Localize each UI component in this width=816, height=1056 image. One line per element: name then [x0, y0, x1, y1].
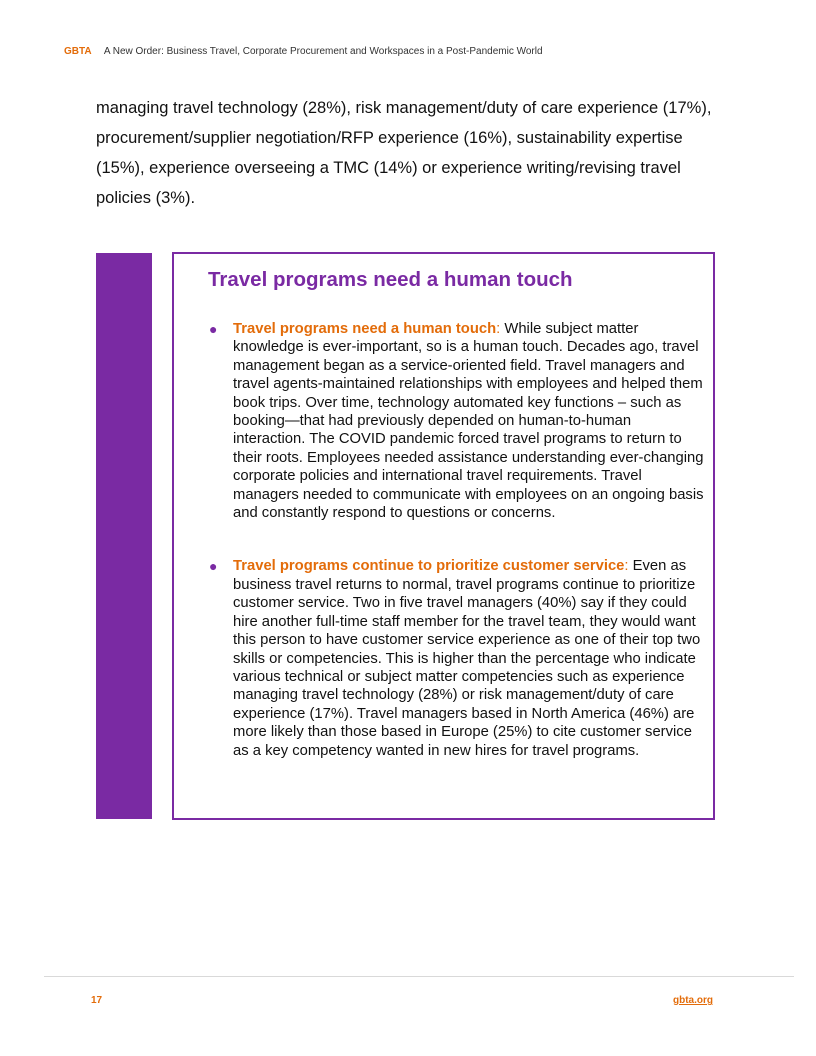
bullet-colon: :: [496, 321, 501, 337]
website-link[interactable]: gbta.org: [673, 995, 713, 1006]
bullet-lead: Travel programs need a human touch: [233, 321, 497, 337]
document-title: A New Order: Business Travel, Corporate Procurement and Workspaces in a Post-Pandemic World: [103, 46, 543, 57]
callout-box: [172, 252, 715, 820]
bullet-lead: Travel programs continue to prioritize customer service: [233, 558, 625, 575]
callout-bullet-list: [208, 320, 706, 760]
bullet-colon: :: [624, 558, 629, 575]
intro-paragraph: managing travel technology (28%), risk management/duty of care experience (17%), procurement/supplier negotiation/RFP experience (16%), sustainability expertise (15%), experience overseeing a TMC (14%) or experience writing/revising travel policies (3%).: [96, 99, 712, 207]
bullet-icon: ●: [209, 558, 218, 575]
brand-label: GBTA: [64, 46, 92, 57]
bullet-body: While subject matter knowledge is ever-important, so is a human touch. Decades ago, travel management began as a service-oriented field. Travel managers and travel agents-maintained relationships with employees and helped them book trips. Over time, technology automated key functions – such as booking—that had previously depended on human-to-human interaction. The COVID pandemic forced travel programs to return to their roots. Employees needed assistance understanding ever-changing corporate policies and international travel requirements. Travel managers needed to communicate with employees on an ongoing basis and constantly respond to questions or concerns.: [233, 321, 704, 522]
callout-title: Travel programs need a human touch: [208, 268, 573, 291]
footer-divider: [44, 976, 794, 977]
callout-accent-bar: [96, 253, 152, 819]
page-header: [64, 46, 543, 57]
bullet-item-human-touch: [208, 320, 706, 522]
bullet-body: Even as business travel returns to normal, travel programs continue to prioritize customer service. Two in five travel managers (40%) say if they could hire another full-time staff member for the travel team, they would want this person to have customer service experience as one of their top two skills or competencies. This is higher than the percentage who indicate various technical or subject matter competencies such as experience managing travel technology (28%) or risk management/duty of care experience (17%). Travel managers based in North America (46%) are more likely than those based in Europe (25%) to cite customer service as a key competency wanted in new hires for travel programs.: [233, 558, 701, 759]
page-number: 17: [91, 995, 103, 1006]
bullet-icon: ●: [209, 321, 218, 337]
bullet-item-customer-service: [208, 557, 706, 759]
